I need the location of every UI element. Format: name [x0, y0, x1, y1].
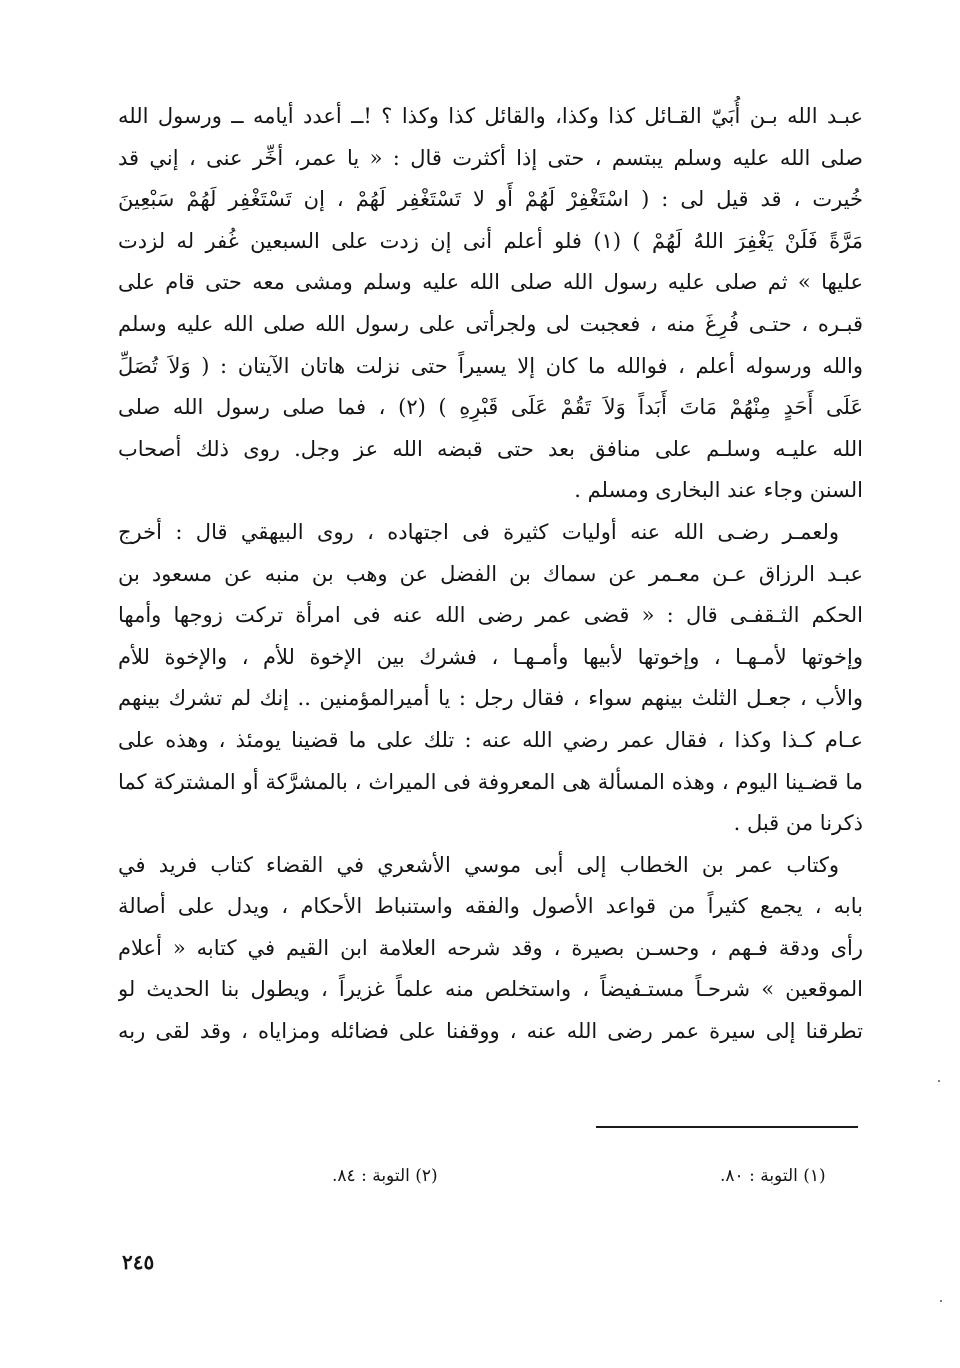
text-line-4: مَرَّةً فَلَنْ يَغْفِرَ اللهُ لَهُمْ ) (١) فلو أعلم أنى إن زدت على السبعين غُفر له لزدت — [118, 228, 863, 253]
scan-speck — [940, 1300, 942, 1302]
text-line-3: خُيرت ، قد قيل لى : ( اسْتَغْفِرْ لَهُمْ أَو لا تَسْتَغْفِر لَهُمْ ، إن تَسْتَغْفِر لَهُمْ سَبْعِينَ — [118, 187, 863, 212]
footnote-divider — [596, 1126, 858, 1128]
text-line-15: والأب ، جعـل الثلث بينهم سواء ، فقال رجل : يا أميرالمؤمنين .. إنك لم تشرك بينهم — [118, 686, 863, 711]
body-text — [118, 96, 863, 1053]
page-number: ٢٤٥ — [122, 1250, 155, 1274]
text-line-6: قبـره ، حتـى فُرِغَ منه ، فعجبت لى ولجرأتى على رسول الله صلى الله عليه وسلم — [118, 311, 863, 336]
text-line-10: السنن وجاء عند البخارى ومسلم . — [574, 478, 863, 503]
text-line-17: ما قضـينا اليوم ، وهذه المسألة هى المعروفة فى الميراث ، بالمشرَّكة أو المشتركة كما — [118, 769, 863, 794]
footnote-2: (٢) التوبة : ٨٤. — [332, 1166, 438, 1186]
text-line-12: عبـد الرزاق عـن معـمر عن سماك بن الفضل عن وهب بن منبه عن مسعود بن — [118, 561, 863, 586]
text-line-9: الله عليـه وسلـم على منافق بعد حتى قبضه الله عز وجل. روى ذلك أصحاب — [118, 436, 863, 461]
scan-speck — [938, 1080, 940, 1082]
text-line-21: رأى ودقة فـهم ، وحسـن بصيرة ، وقد شرحه العلامة ابن القيم في كتابه « أعلام — [118, 935, 863, 960]
text-line-2: صلى الله عليه وسلم يبتسم ، حتى إذا أكثرت قال : « يا عمر، أخِّر عنى ، إني قد — [118, 145, 863, 170]
text-line-8: عَلَى أَحَدٍ مِنْهُمْ مَاتَ أَبَداً وَلاَ تَقُمْ عَلَى قَبْرِهِ ) (٢) ، فما صلى رسول الله صلى — [118, 395, 863, 420]
text-line-18: ذكرنا من قبل . — [733, 811, 863, 836]
text-line-5: عليها » ثم صلى عليه رسول الله صلى الله عليه وسلم ومشى معه حتى قام على — [118, 270, 863, 295]
text-line-14: وإخوتها لأمـهـا ، وإخوتها لأبيها وأمـهـا ، فشرك بين الإخوة للأم ، والإخوة للأم — [118, 644, 863, 669]
text-line-13: الحكم الثـقفـى قال : « قضى عمر رضى الله عنه فى امرأة تركت زوجها وأمها — [118, 603, 863, 628]
text-line-23: تطرقنا إلى سيرة عمر رضى الله عنه ، ووقفنا على فضائله ومزاياه ، وقد لقى ربه — [118, 1019, 863, 1044]
text-line-16: عـام كـذا وكذا ، فقال عمر رضي الله عنه : تلك على ما قضينا يومئذ ، وهذه على — [118, 727, 863, 752]
footnote-1: (١) التوبة : ٨٠. — [720, 1166, 826, 1186]
text-line-7: والله ورسوله أعلم ، فوالله ما كان إلا يسيراً حتى نزلت هاتان الآيتان : ( وَلاَ تُصَلِّ — [118, 353, 863, 378]
text-line-1: عبـد الله بـن أُبَيّ القـائل كذا وكذا، والقائل كذا وكذا ؟ !ــ أعدد أيامه ــ ورسول الله — [118, 104, 863, 128]
text-line-22: الموقعين » شرحـاً مستـفيضاً ، واستخلص منه علماً غزيراً ، ويطول بنا الحديث لو — [118, 977, 863, 1002]
text-line-11: ولعمـر رضـى الله عنه أوليات كثيرة فى اجتهاده ، روى البيهقي قال : أخرج — [118, 519, 839, 544]
text-line-20: بابه ، يجمع كثيراً من قواعد الأصول والفقه واستنباط الأحكام ، ويدل على أصالة — [118, 894, 863, 919]
text-line-19: وكتاب عمر بن الخطاب إلى أبى موسي الأشعري في القضاء كتاب فريد في — [118, 852, 839, 877]
